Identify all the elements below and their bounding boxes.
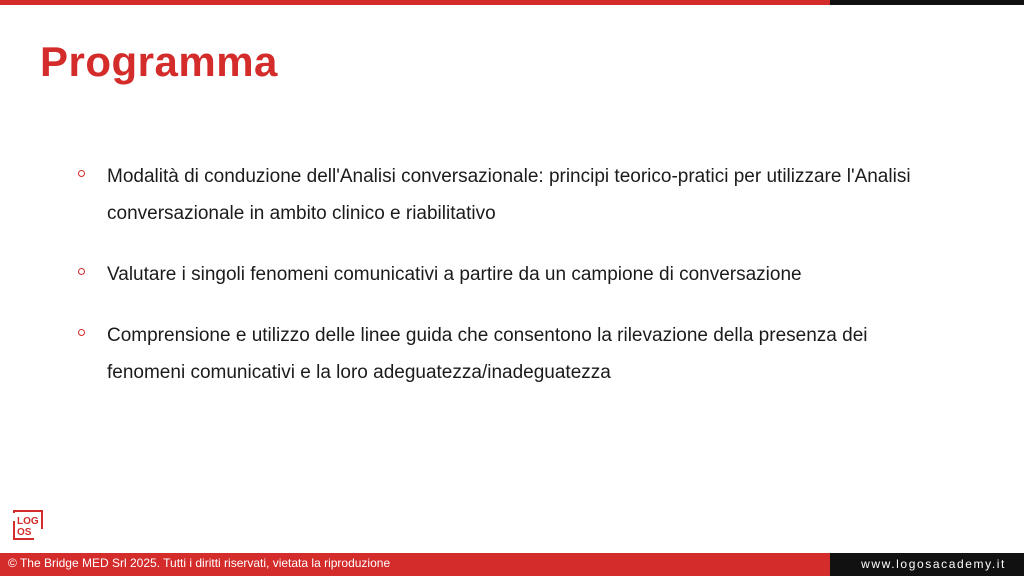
bullet-item [78, 256, 918, 293]
circle-bullet-icon [78, 268, 85, 275]
circle-bullet-icon [78, 329, 85, 336]
slide-title: Programma [40, 38, 278, 85]
bullet-item [78, 158, 918, 232]
top-bar-black-segment [830, 0, 1024, 5]
logo-line-1: LOG [17, 516, 39, 527]
bullet-text: Modalità di conduzione dell'Analisi conversazionale: principi teorico-pratici per utilizzare l'Analisi conversazionale in ambito clinico e riabilitativo [107, 166, 911, 224]
copyright-text: © The Bridge MED Srl 2025. Tutti i diritti riservati, vietata la riproduzione [8, 556, 391, 570]
footer-right-segment [830, 553, 1024, 576]
footer-bar [0, 553, 1024, 576]
bullet-text: Valutare i singoli fenomeni comunicativi a partire da un campione di conversazione [107, 264, 802, 285]
website-link[interactable]: www.logosacademy.it [861, 557, 1006, 571]
logo-line-2: OS [17, 527, 32, 538]
top-bar-red-segment [0, 0, 830, 5]
bullet-text: Comprensione e utilizzo delle linee guida che consentono la rilevazione della presenza dei fenomeni comunicativi e la loro adeguatezza/inadeguatezza [107, 325, 868, 383]
logos-logo-icon [12, 509, 44, 541]
top-accent-bar [0, 0, 1024, 5]
circle-bullet-icon [78, 170, 85, 177]
footer-left-segment [0, 553, 830, 576]
bullet-item [78, 317, 918, 391]
bullet-list [78, 158, 918, 415]
logos-logo [12, 509, 44, 541]
